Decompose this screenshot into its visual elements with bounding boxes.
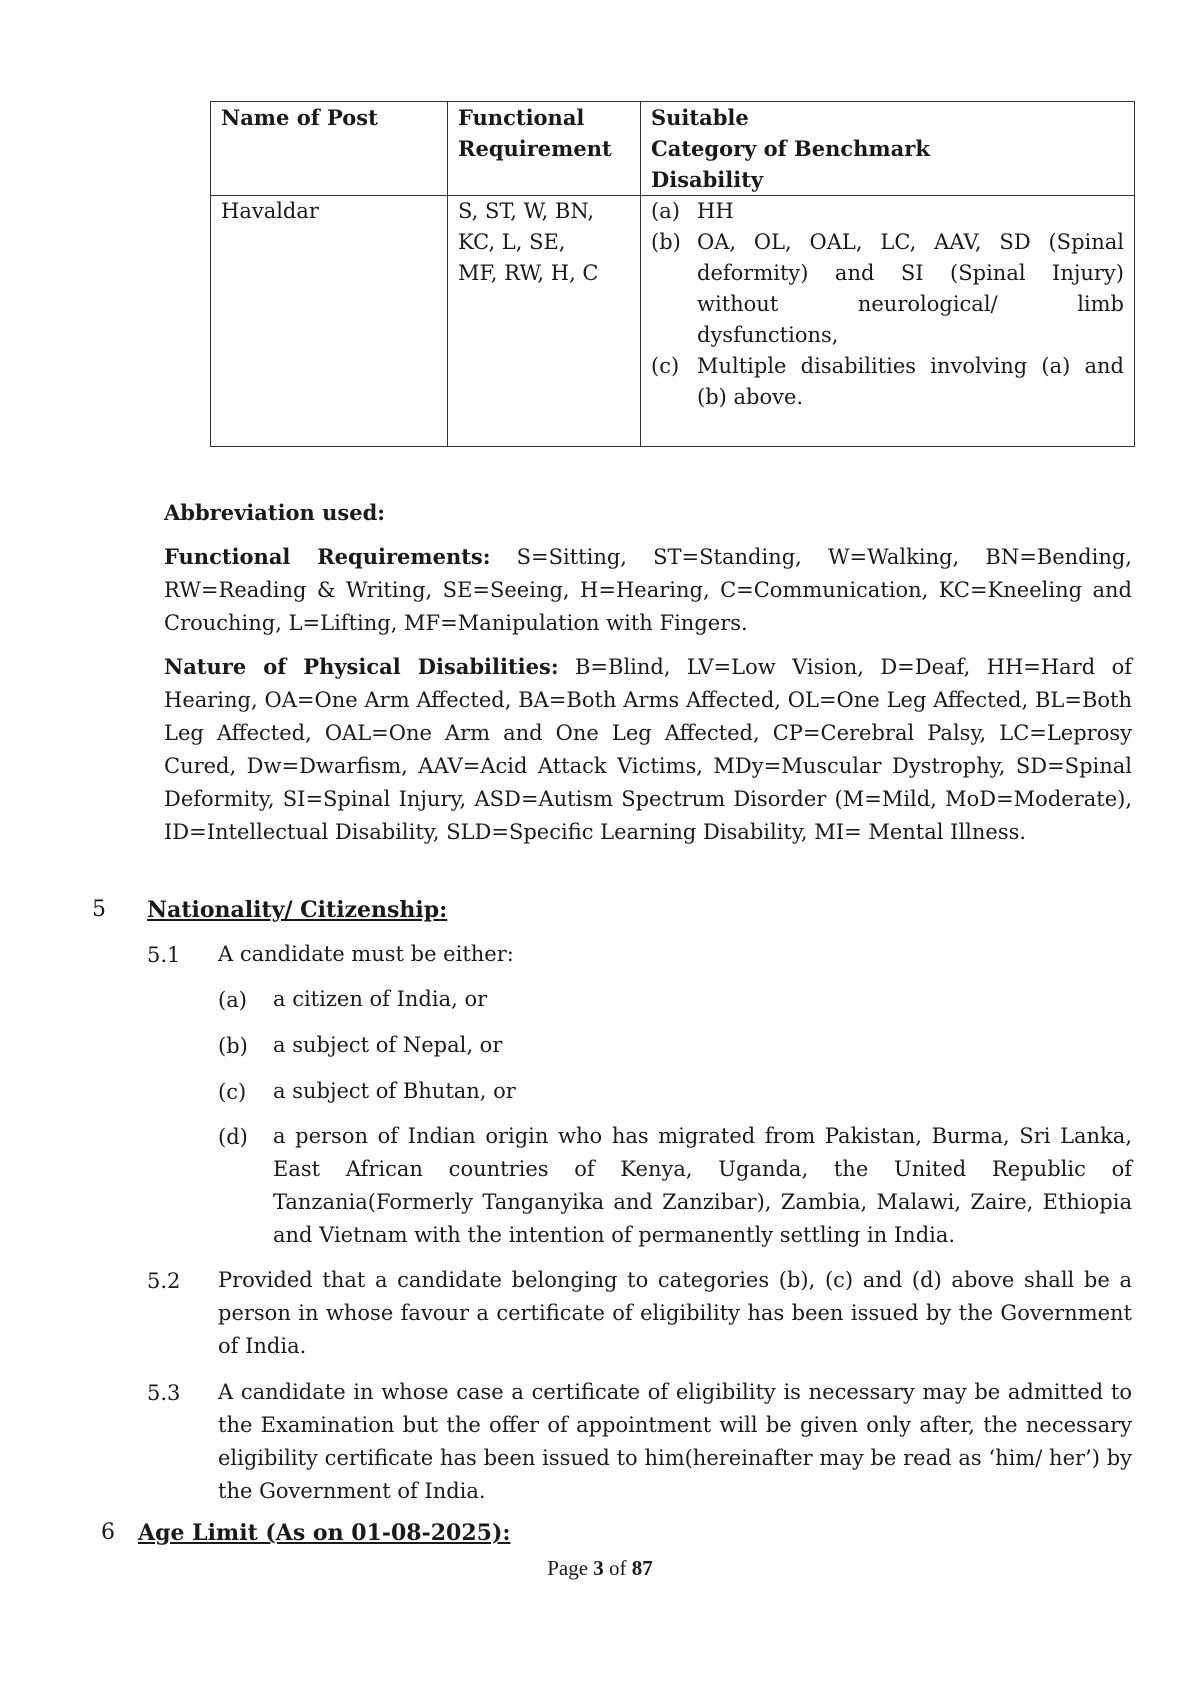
- functional-line2: KC, L, SE,: [458, 230, 566, 254]
- header-suitable-line1: Suitable: [651, 105, 749, 130]
- list-item-label: (d): [218, 1125, 248, 1149]
- footer-current-page: 3: [593, 1556, 604, 1580]
- list-item-label: (c): [651, 354, 680, 378]
- subsection-number: 5.3: [147, 1381, 181, 1405]
- list-item-text: a citizen of India, or: [273, 987, 488, 1011]
- footer-total-pages: 87: [631, 1556, 653, 1580]
- footer-prefix: Page: [547, 1556, 594, 1580]
- list-item-text: a subject of Nepal, or: [273, 1033, 503, 1057]
- section-6-title: Age Limit (As on 01-08-2025):: [138, 1520, 511, 1546]
- abbreviation-title: Abbreviation used:: [164, 500, 386, 525]
- list-item: [651, 196, 1124, 227]
- list-item-text: a subject of Bhutan, or: [273, 1079, 516, 1103]
- subsection-number: 5.2: [147, 1269, 181, 1293]
- list-item-text: OA, OL, OAL, LC, AAV, SD (Spinal deformity) and SI (Spinal Injury) without neurological/ limb dysfunctions,: [697, 230, 1124, 347]
- footer-middle: of: [603, 1556, 632, 1580]
- functional-line1: S, ST, W, BN,: [458, 199, 595, 223]
- list-item-label: (b): [218, 1034, 248, 1058]
- header-post: Name of Post: [211, 102, 448, 196]
- cell-post: Havaldar: [211, 196, 448, 447]
- section-6-number: 6: [101, 1520, 115, 1545]
- subsection-number: 5.1: [147, 943, 181, 967]
- subsection-text: Provided that a candidate belonging to categories (b), (c) and (d) above shall be a person in whose favour a certificate of eligibility has been issued by the Government of India.: [218, 1268, 1132, 1358]
- list-item-label: (a): [218, 988, 247, 1012]
- header-functional: Functional Requirement: [448, 102, 641, 196]
- list-item-label: (c): [218, 1080, 247, 1104]
- cell-suitable: [641, 196, 1135, 447]
- list-item-label: (a): [651, 199, 680, 223]
- subsection-text: A candidate in whose case a certificate of eligibility is necessary may be admitted to the Examination but the offer of appointment will be given only after, the necessary eligibility certificate has been issued to him(hereinafter may be read as ‘him/ her’) by the Government of India.: [218, 1380, 1132, 1503]
- list-item-text: a person of Indian origin who has migrated from Pakistan, Burma, Sri Lanka, East African countries of Kenya, Uganda, the United Republic of Tanzania(Formerly Tanganyika and Zanzibar), Zambia, Malawi, Zaire, Ethiopia and Vietnam with the intention of permanently settling in India.: [273, 1124, 1132, 1247]
- list-item-text: HH: [697, 199, 734, 223]
- nature-disabilities-paragraph: [164, 650, 1132, 849]
- table-header-row: [211, 102, 1135, 196]
- list-item: [651, 351, 1124, 413]
- header-suitable: [641, 102, 1135, 196]
- functional-requirements-paragraph: [164, 540, 1132, 640]
- header-suitable-line3: Disability: [651, 167, 764, 192]
- functional-requirements-label: Functional Requirements:: [164, 544, 491, 569]
- list-item-label: (b): [651, 230, 681, 254]
- disability-table: [210, 101, 1135, 447]
- nature-disabilities-label: Nature of Physical Disabilities:: [164, 654, 559, 679]
- header-suitable-line2: Category of Benchmark: [651, 136, 930, 161]
- functional-requirements-text: S=Sitting, ST=Standing, W=Walking, BN=Bending, RW=Reading & Writing, SE=Seeing, H=Hearing, C=Communication, KC=Kneeling and Crouching, L=Lifting, MF=Manipulation with Fingers.: [164, 545, 1132, 635]
- section-5-number: 5: [92, 897, 106, 922]
- table-row: [211, 196, 1135, 447]
- subsection-text: A candidate must be either:: [218, 942, 514, 966]
- list-item-text: Multiple disabilities involving (a) and (b) above.: [697, 354, 1124, 409]
- page-footer: [0, 1556, 1200, 1581]
- list-item: [651, 227, 1124, 351]
- nature-disabilities-text: B=Blind, LV=Low Vision, D=Deaf, HH=Hard of Hearing, OA=One Arm Affected, BA=Both Arms Affected, OL=One Leg Affected, BL=Both Leg Affected, OAL=One Arm and One Leg Affected, CP=Cerebral Palsy, LC=Leprosy Cured, Dw=Dwarfism, AAV=Acid Attack Victims, MDy=Muscular Dystrophy, SD=Spinal Deformity, SI=Spinal Injury, ASD=Autism Spectrum Disorder (M=Mild, MoD=Moderate), ID=Intellectual Disability, SLD=Specific Learning Disability, MI= Mental Illness.: [164, 655, 1132, 844]
- section-5-title: Nationality/ Citizenship:: [147, 897, 448, 923]
- cell-functional: [448, 196, 641, 447]
- functional-line3: MF, RW, H, C: [458, 261, 599, 285]
